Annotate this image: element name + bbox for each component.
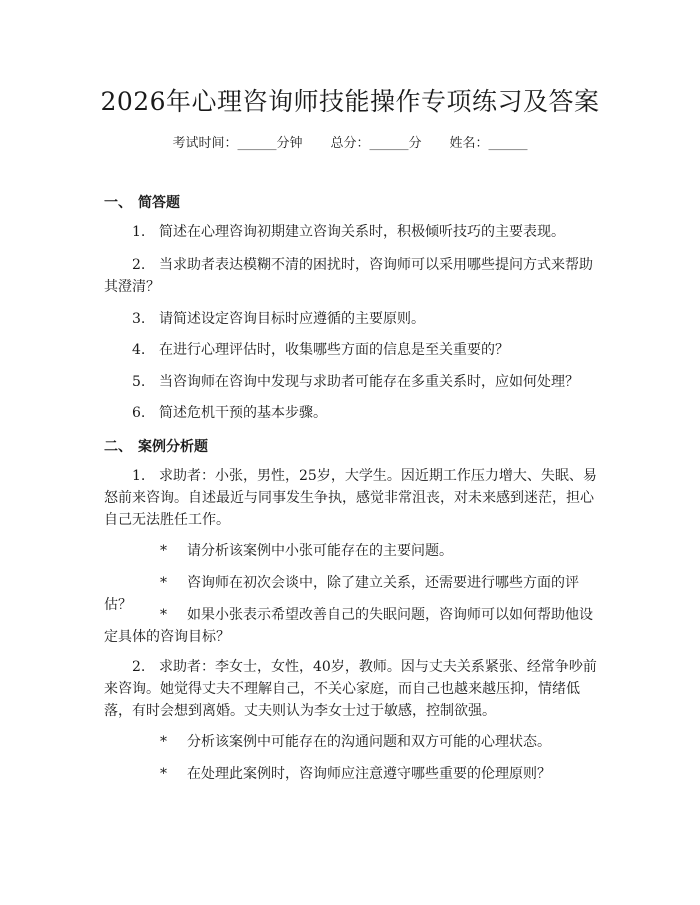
question-item: 6. 简述危机干预的基本步骤。 <box>132 405 327 421</box>
question-item: 3. 请简述设定咨询目标时应遵循的主要原则。 <box>132 311 425 327</box>
question-item: 1. 简述在心理咨询初期建立咨询关系时，积极倾听技巧的主要表现。 <box>132 224 565 240</box>
case-question: * 请分析该案例中小张可能存在的主要问题。 <box>160 543 453 559</box>
question-item: 4. 在进行心理评估时，收集哪些方面的信息是至关重要的？ <box>132 342 509 358</box>
case-question: * 分析该案例中可能存在的沟通问题和双方可能的心理状态。 <box>160 734 551 750</box>
question-item: 2. 当求助者表达模糊不清的困扰时，咨询师可以采用哪些提问方式来帮助其澄清？ <box>104 257 593 295</box>
case-description: 1. 求助者：小张，男性，25岁，大学生。因近期工作压力增大、失眠、易怒前来咨询。自述最近与同事发生争执，感觉非常沮丧，对未来感到迷茫，担心自己无法胜任工作。 <box>104 468 597 528</box>
name-label: 姓名：______ <box>449 136 528 151</box>
case-description: 2. 求助者：李女士，女性，40岁，教师。因与丈夫关系紧张、经常争吵前来咨询。她觉得丈夫不理解自己，不关心家庭，而自己也越来越压抑，情绪低落，有时会想到离婚。丈夫则认为李女士过于敏感，控制欲强。 <box>104 659 597 719</box>
case-question: * 在处理此案例时，咨询师应注意遵守哪些重要的伦理原则？ <box>160 766 551 782</box>
case-question: * 咨询师在初次会谈中，除了建立关系，还需要进行哪些方面的评估？ <box>104 575 579 613</box>
question-item: 5. 当咨询师在咨询中发现与求助者可能存在多重关系时，应如何处理？ <box>132 374 579 390</box>
case-question: * 如果小张表示希望改善自己的失眠问题，咨询师可以如何帮助他设定具体的咨询目标？ <box>104 607 593 645</box>
document-title: 2026年心理咨询师技能操作专项练习及答案 <box>100 87 600 116</box>
exam-meta <box>0 132 700 151</box>
total-score-label: 总分：______分 <box>330 136 422 151</box>
section-heading-short-answer: 一、 简答题 <box>104 195 180 211</box>
section-heading-case-analysis: 二、 案例分析题 <box>104 439 208 455</box>
exam-time-label: 考试时间：______分钟 <box>172 136 303 151</box>
